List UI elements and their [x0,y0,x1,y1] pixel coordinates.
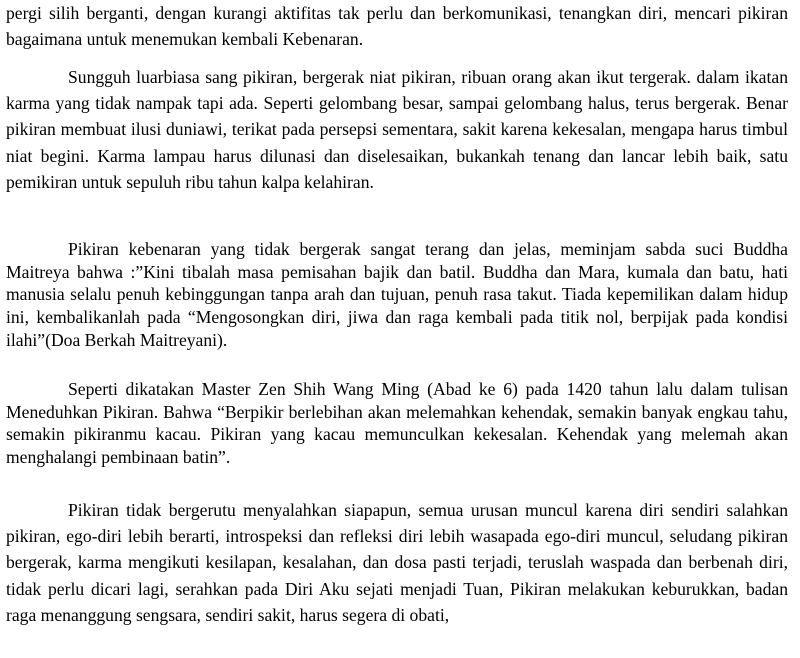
paragraph-2: Sungguh luarbiasa sang pikiran, bergerak niat pikiran, ribuan orang akan ikut tergerak. dalam ikatan karma yang tidak nampak tapi ada. Seperti gelombang besar, sampai gelombang halus, terus bergerak. Benar pikiran membuat ilusi duniawi, terikat pada persepsi sementara, sakit karena kekesalan, mengapa harus timbul niat begini. Karma lampau harus dilunasi dan diselesaikan, bukankah tenang dan lancar lebih baik, satu pemikiran untuk sepuluh ribu tahun kalpa kelahiran. [6,67,788,192]
paragraph-3: Pikiran kebenaran yang tidak bergerak sangat terang dan jelas, meminjam sabda suci Buddha Maitreya bahwa :”Kini tibalah masa pemisahan bajik dan batil. Buddha dan Mara, kumala dan batu, hati manusia selalu penuh kebinggungan tanpa arah dan tujuan, penuh rasa takut. Tiada kepemilikan dalam hidup ini, kembalikanlah pada “Mengosongkan diri, jiwa dan raga kembali pada titik nol, berpijak pada kondisi ilahi”(Doa Berkah Maitreyani). [6,239,788,350]
paragraph-4: Seperti dikatakan Master Zen Shih Wang Ming (Abad ke 6) pada 1420 tahun lalu dalam tulisan Meneduhkan Pikiran. Bahwa “Berpikir berlebihan akan melemahkan kehendak, semakin banyak engkau tahu, semakin pikiranmu kacau. Pikiran yang kacau memunculkan kekesalan. Kehendak yang melemah akan menghalangi pembinaan batin”. [6,379,788,468]
paragraph-1: pergi silih berganti, dengan kurangi aktifitas tak perlu dan berkomunikasi, tenangkan diri, mencari pikiran bagaimana untuk menemukan kembali Kebenaran. [6,3,788,50]
paragraph-5: Pikiran tidak bergerutu menyalahkan siapapun, semua urusan muncul karena diri sendiri salahkan pikiran, ego-diri lebih berarti, introspeksi dan refleksi diri lebih wasapada ego-diri muncul, seludang pikiran bergerak, karma mengikuti kesilapan, kesalahan, dan dosa pasti terjadi, teruslah waspada dan berbenah diri, tidak perlu dicari lagi, serahkan pada Diri Aku sejati menjadi Tuan, Pikiran melakukan keburukkan, badan raga menanggung sengsara, sendiri sakit, harus segera di obati, [6,500,788,625]
